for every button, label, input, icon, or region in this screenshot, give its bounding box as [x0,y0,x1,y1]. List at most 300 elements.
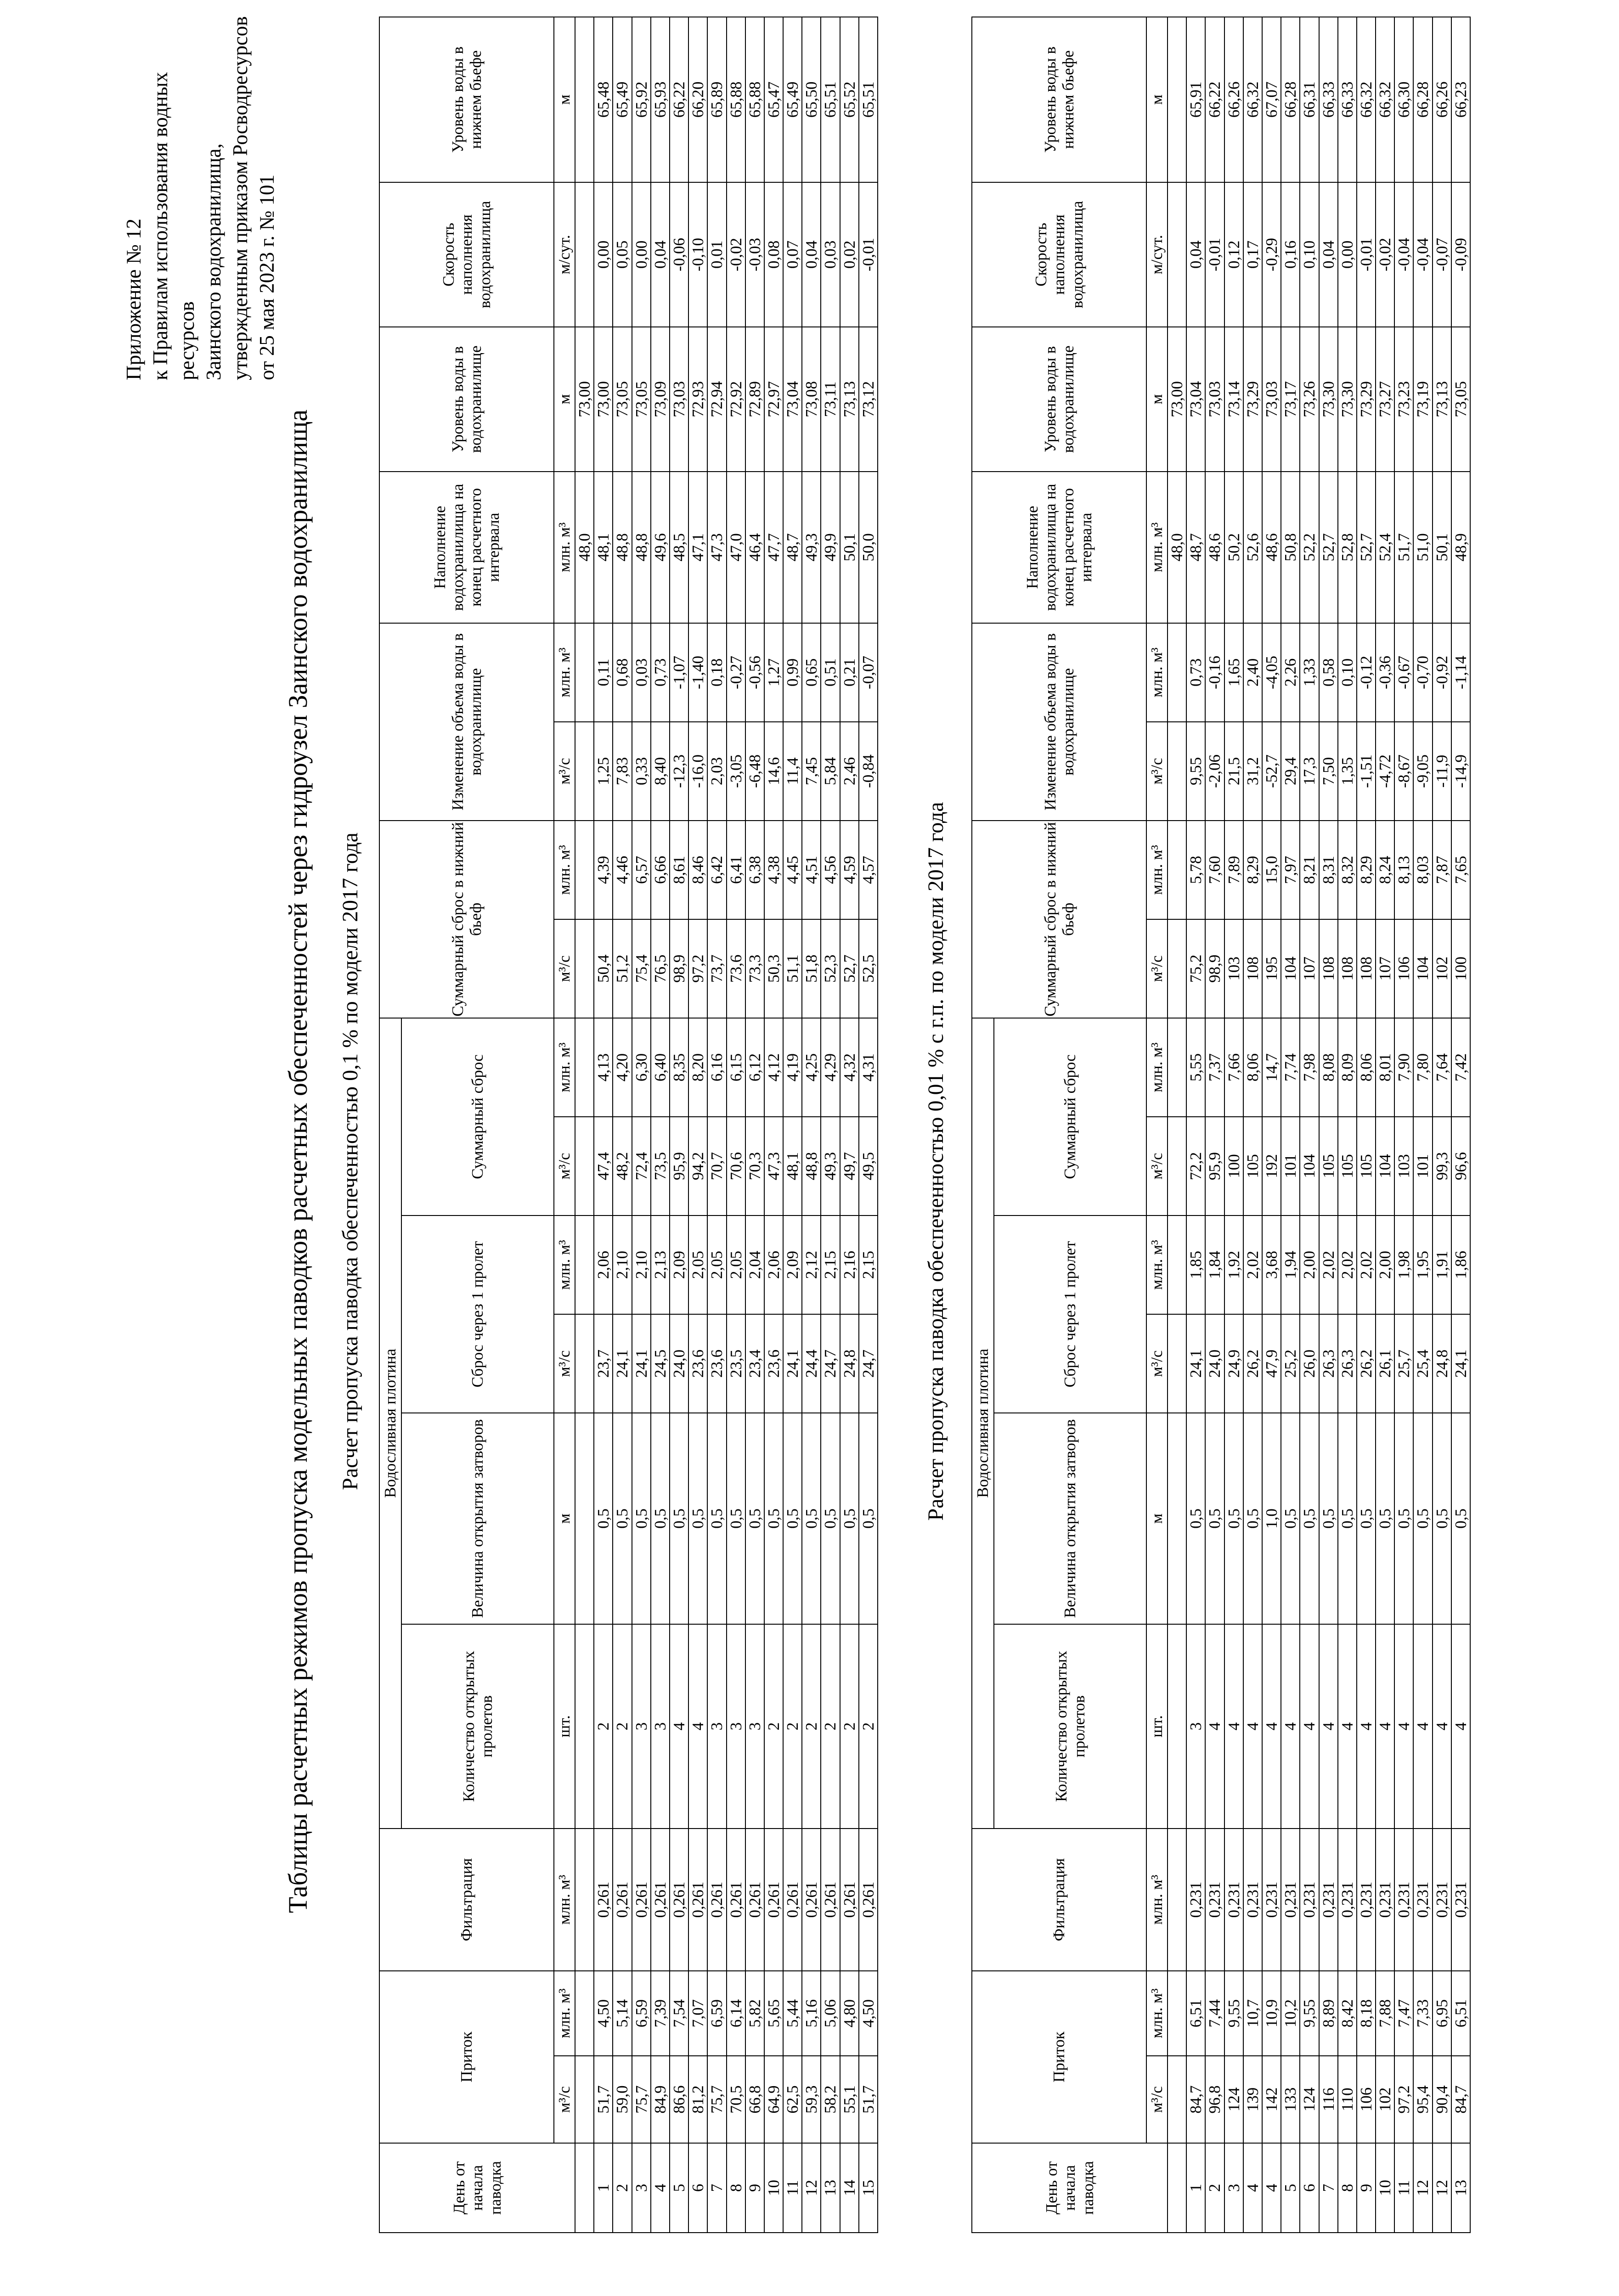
table-cell: 73,19 [1413,327,1432,472]
table-cell [1168,1314,1186,1413]
table-cell: 51,7 [1394,472,1413,623]
table-cell: 52,7 [1319,472,1338,623]
table-cell: 6,57 [632,821,651,919]
table-cell: 1,0 [1262,1413,1281,1624]
table-cell: 96,6 [1451,1117,1470,1216]
unit-cell: млн. м³ [554,821,575,919]
table-cell: -0,01 [1357,182,1376,327]
table-cell: 6,59 [632,1971,651,2056]
table-cell: -9,05 [1413,722,1432,821]
table-cell: 0,231 [1376,1829,1394,1971]
table-cell: 2 [764,1624,783,1829]
table-cell: 104 [1413,919,1432,1018]
table-row [1224,17,1243,2233]
table-cell: 1,92 [1224,1216,1243,1314]
table-cell: 47,9 [1262,1314,1281,1413]
table-cell: 142 [1262,2056,1281,2143]
table-row [859,17,878,2233]
table-cell: 6,30 [632,1018,651,1117]
table-cell: 0,5 [783,1413,802,1624]
volume-change-header: Изменение объема воды в водохранилище [379,623,554,821]
table-cell: 4,45 [783,821,802,919]
table-cell: 2,26 [1281,623,1300,722]
table-cell: 15,0 [1262,821,1281,919]
table-cell: 1,98 [1394,1216,1413,1314]
table-row [1338,17,1357,2233]
table-cell: 105 [1243,1117,1262,1216]
table-cell: 13 [1451,2143,1470,2233]
table-cell: 2,06 [764,1216,783,1314]
table-cell: -0,04 [1394,182,1413,327]
table-cell: 0,00 [632,182,651,327]
table-cell: 24,8 [1433,1314,1451,1413]
table-row [1300,17,1319,2233]
table-cell: 2,04 [745,1216,764,1314]
table-cell: 8,06 [1357,1018,1376,1117]
table-cell: 65,52 [840,17,859,182]
table-cell [1168,919,1186,1018]
table-cell: 24,0 [670,1314,688,1413]
table-cell: -52,7 [1262,722,1281,821]
table-cell: 65,92 [632,17,651,182]
table-cell: 8,24 [1376,821,1394,919]
table-cell: 7,87 [1433,821,1451,919]
table-cell: 10,7 [1243,1971,1262,2056]
table-cell: 4 [1413,1624,1432,1829]
table-cell: 24,1 [632,1314,651,1413]
table-cell: 7,80 [1413,1018,1432,1117]
unit-cell: м/сут. [1146,182,1168,327]
table-cell: 11 [1394,2143,1413,2233]
table-cell: 0,261 [632,1829,651,1971]
table-cell: 73,17 [1281,327,1300,472]
table-cell: 2 [594,1624,613,1829]
table-cell: -0,02 [727,182,745,327]
table-cell: 47,1 [688,472,707,623]
table-cell: -1,07 [670,623,688,722]
table-cell: 5,78 [1186,821,1205,919]
day-header: День от начала паводка [972,2143,1168,2233]
table-cell [1168,1117,1186,1216]
unit-cell: млн. м³ [554,1216,575,1314]
table-cell: 2,06 [594,1216,613,1314]
table-cell: 139 [1243,2056,1262,2143]
table-cell: 104 [1376,1117,1394,1216]
unit-cell: м/сут. [554,182,575,327]
table-cell: 0,5 [1281,1413,1300,1624]
table-cell: 14 [840,2143,859,2233]
table-row [707,17,726,2233]
table-cell: 66,32 [1357,17,1376,182]
table-cell: 98,9 [1205,919,1224,1018]
table-cell: 73,30 [1319,327,1338,472]
table-cell: 65,91 [1186,17,1205,182]
table-row [764,17,783,2233]
table-cell: 65,47 [764,17,783,182]
table-cell: 4,46 [613,821,632,919]
unit-cell: шт. [1146,1624,1168,1829]
table-cell: -1,51 [1357,722,1376,821]
table-row [651,17,670,2233]
table-cell: 24,8 [840,1314,859,1413]
table-cell: 105 [1319,1117,1338,1216]
table-row [1376,17,1394,2233]
table-cell: 1,84 [1205,1216,1224,1314]
table-cell: 11,4 [783,722,802,821]
table-cell: 8,06 [1243,1018,1262,1117]
table-cell: 73,05 [632,327,651,472]
table-cell: 0,5 [632,1413,651,1624]
table-cell: 7,44 [1205,1971,1224,2056]
table-cell: 6,42 [707,821,726,919]
table-cell: 4,20 [613,1018,632,1117]
table-cell: 65,88 [745,17,764,182]
table-cell: 7,90 [1394,1018,1413,1117]
table-cell: 66,20 [688,17,707,182]
table-cell: 4,13 [594,1018,613,1117]
table-cell: 73,03 [1262,327,1281,472]
table-cell: 6,51 [1451,1971,1470,2056]
table-cell: 7,45 [802,722,821,821]
table-cell: 0,11 [594,623,613,722]
table-cell: 0,99 [783,623,802,722]
table-cell: 31,2 [1243,722,1262,821]
table-cell: 3 [632,2143,651,2233]
table-cell: 5 [670,2143,688,2233]
table-cell: 4,50 [859,1971,878,2056]
table-cell: 98,9 [670,919,688,1018]
table-cell: 4 [1394,1624,1413,1829]
table-cell: 7,47 [1394,1971,1413,2056]
table-cell: 9,55 [1224,1971,1243,2056]
table-cell: 51,2 [613,919,632,1018]
table-cell: 59,3 [802,2056,821,2143]
table-cell: 1 [594,2143,613,2233]
unit-cell: м [1146,1413,1168,1624]
table-cell: 106 [1394,919,1413,1018]
table-cell: 48,2 [613,1117,632,1216]
table-cell: 4 [1357,1624,1376,1829]
table-cell: 48,9 [1451,472,1470,623]
table-cell: 0,261 [594,1829,613,1971]
table-cell: 65,48 [594,17,613,182]
table-cell: 4 [651,2143,670,2233]
table-cell: 2,46 [840,722,859,821]
table-cell: 0,51 [821,623,840,722]
unit-cell: млн. м³ [1146,623,1168,722]
table-row [1186,17,1205,2233]
table-cell: 72,93 [688,327,707,472]
table-cell: 0,5 [1413,1413,1432,1624]
table-cell: 73,14 [1224,327,1243,472]
table-cell: 26,2 [1243,1314,1262,1413]
table-cell: 8,01 [1376,1018,1394,1117]
table-cell: 0,5 [1376,1413,1394,1624]
table-cell: 81,2 [688,2056,707,2143]
unit-cell: м [554,17,575,182]
table-cell: 72,2 [1186,1117,1205,1216]
fill-end-header: Наполнение водохранилища на конец расчетного интервала [379,472,554,623]
table-cell: 9 [745,2143,764,2233]
spillway-header: Водосливная плотина [379,1018,401,1829]
table-cell: 23,6 [707,1314,726,1413]
table-cell: 24,9 [1224,1314,1243,1413]
appendix-line-1: Приложение № 12 [122,219,145,380]
unit-cell: млн. м³ [1146,1018,1168,1117]
table-cell: 47,3 [764,1117,783,1216]
table1-title: Расчет пропуска паводка обеспеченностью 0,1 % по модели 2017 года [338,833,362,1490]
table-cell: 4 [688,1624,707,1829]
table-cell: 47,7 [764,472,783,623]
table-cell: 0,5 [1394,1413,1413,1624]
table-row [1357,17,1376,2233]
table-cell: 75,7 [707,2056,726,2143]
table-cell: 6,14 [727,1971,745,2056]
total-discharge-header: Суммарный сброс [401,1018,554,1216]
table-cell [1168,1018,1186,1117]
table-cell: 4 [1224,1624,1243,1829]
table-cell [575,1624,594,1829]
table-cell [1168,182,1186,327]
table-cell: 73,09 [651,327,670,472]
table-cell: 0,01 [707,182,726,327]
table-cell: 0,58 [1319,623,1338,722]
table-cell: 6,40 [651,1018,670,1117]
table-cell: 75,4 [632,919,651,1018]
table-cell: 52,3 [821,919,840,1018]
table-cell: 52,5 [859,919,878,1018]
table-cell: 51,8 [802,919,821,1018]
table-cell: 0,231 [1281,1829,1300,1971]
table-cell: 0,261 [783,1829,802,1971]
table-cell: 0,261 [840,1829,859,1971]
table-cell: 0,231 [1224,1829,1243,1971]
table-cell: 0,5 [613,1413,632,1624]
table-cell: 23,6 [764,1314,783,1413]
table-cell [575,1018,594,1117]
table-cell: 2,00 [1300,1216,1319,1314]
table-cell: 73,03 [1205,327,1224,472]
table-cell: 0,00 [594,182,613,327]
table-cell: 8,46 [688,821,707,919]
table-cell: 52,8 [1338,472,1357,623]
table-cell: 1,65 [1224,623,1243,722]
table-cell: 0,17 [1243,182,1262,327]
table-cell: 0,03 [632,623,651,722]
table-cell: 8,21 [1300,821,1319,919]
table-cell: 4 [1300,1624,1319,1829]
table-cell [575,1971,594,2056]
table-cell: 0,5 [745,1413,764,1624]
table-cell: 52,6 [1243,472,1262,623]
table-cell: 0,231 [1451,1829,1470,1971]
table-cell: -1,40 [688,623,707,722]
table-cell: 4 [1376,1624,1394,1829]
table-cell: 5,84 [821,722,840,821]
table-cell: 0,261 [613,1829,632,1971]
table-cell: 73,5 [651,1117,670,1216]
tailwater-level-header: Уровень воды в нижнем бьефе [379,17,554,182]
table-cell: 47,3 [707,472,726,623]
table-cell: 50,3 [764,919,783,1018]
table-cell: 0,04 [1319,182,1338,327]
table-cell: 26,3 [1319,1314,1338,1413]
table-cell: 0,231 [1300,1829,1319,1971]
table-cell: 6,12 [745,1018,764,1117]
unit-cell: м³/с [554,1314,575,1413]
table-cell: 0,05 [613,182,632,327]
unit-cell: млн. м³ [1146,1971,1168,2056]
table-cell: 5,65 [764,1971,783,2056]
table-cell: 52,7 [1357,472,1376,623]
table-cell: 65,89 [707,17,726,182]
table-cell: 0,5 [727,1413,745,1624]
table-cell: -0,16 [1205,623,1224,722]
table-row [1433,17,1451,2233]
volume-change-header: Изменение объема воды в водохранилище [972,623,1146,821]
table-cell: 72,4 [632,1117,651,1216]
table-cell: 8,13 [1394,821,1413,919]
table-row [1394,17,1413,2233]
table-cell: 2,02 [1243,1216,1262,1314]
table-cell: 133 [1281,2056,1300,2143]
unit-cell: млн. м³ [554,472,575,623]
table-cell: 48,7 [783,472,802,623]
table-cell: 3 [707,1624,726,1829]
unit-cell: м [554,327,575,472]
table-cell: 100 [1451,919,1470,1018]
table-cell: 2,10 [613,1216,632,1314]
unit-cell: м [1146,327,1168,472]
table-cell: 49,5 [859,1117,878,1216]
table-cell: 50,1 [840,472,859,623]
unit-cell: м³/с [554,919,575,1018]
table-cell: 99,3 [1433,1117,1451,1216]
table-cell: 65,88 [727,17,745,182]
table-cell: -4,05 [1262,623,1281,722]
table-cell: 73,7 [707,919,726,1018]
table-cell: 64,9 [764,2056,783,2143]
table-cell: 8,32 [1338,821,1357,919]
day-header: День от начала паводка [379,2143,575,2233]
appendix-line-2: к Правилам использования водных ресурсов [149,72,198,380]
table-cell: 0,231 [1394,1829,1413,1971]
gate-opening-header: Величина открытия затворов [401,1413,554,1624]
table-cell: 4 [1262,1624,1281,1829]
table-cell: 0,231 [1338,1829,1357,1971]
table-cell: 5,16 [802,1971,821,2056]
unit-cell: м³/с [1146,1117,1168,1216]
table-cell: 0,5 [594,1413,613,1624]
table-cell: 76,5 [651,919,670,1018]
table-cell: 67,07 [1262,17,1281,182]
table-cell: 48,7 [1186,472,1205,623]
table-cell: 97,2 [1394,2056,1413,2143]
table-cell: -3,05 [727,722,745,821]
table-cell: 12 [1433,2143,1451,2233]
table-cell: 5,55 [1186,1018,1205,1117]
table-cell: 8,09 [1338,1018,1357,1117]
table-cell: -0,70 [1413,623,1432,722]
table-cell: 8,35 [670,1018,688,1117]
span-discharge-header: Сброс через 1 пролет [401,1216,554,1413]
table-cell: 7,33 [1413,1971,1432,2056]
table-cell: 90,4 [1433,2056,1451,2143]
table-cell: 2,02 [1357,1216,1376,1314]
table-cell: 66,28 [1281,17,1300,182]
table-row [594,17,613,2233]
table-cell: 66,8 [745,2056,764,2143]
table-cell: 4 [670,1624,688,1829]
table-cell: 6,51 [1186,1971,1205,2056]
table-cell: 0,5 [859,1413,878,1624]
table-cell: 4,12 [764,1018,783,1117]
table-cell: 5,06 [821,1971,840,2056]
table-cell: 0,04 [651,182,670,327]
table-cell: 12 [1413,2143,1432,2233]
table-cell: 0,261 [859,1829,878,1971]
table-cell: 24,1 [783,1314,802,1413]
appendix-line-5: от 25 мая 2023 г. № 101 [255,174,278,380]
table-cell: -0,10 [688,182,707,327]
table-cell: 2 [783,1624,802,1829]
table-cell: 26,1 [1376,1314,1394,1413]
table-cell: 8,40 [651,722,670,821]
table-cell: 50,8 [1281,472,1300,623]
table-row [1262,17,1281,2233]
table-cell: 24,5 [651,1314,670,1413]
table-cell [575,1829,594,1971]
table-cell: 6,59 [707,1971,726,2056]
table-cell: 0,02 [840,182,859,327]
table-cell: 59,0 [613,2056,632,2143]
table-cell: 48,6 [1205,472,1224,623]
table-cell: 8,29 [1357,821,1376,919]
table-cell: 49,6 [651,472,670,623]
table-cell: 2,03 [707,722,726,821]
table-cell: 65,49 [783,17,802,182]
table-cell: 70,3 [745,1117,764,1216]
table-cell: 65,51 [859,17,878,182]
table-cell: 8,31 [1319,821,1338,919]
table-cell: 8 [1338,2143,1357,2233]
table-cell: 104 [1281,919,1300,1018]
unit-cell: м³/с [554,1117,575,1216]
table-cell: -6,48 [745,722,764,821]
table-cell: 0,231 [1262,1829,1281,1971]
table-cell: 24,0 [1205,1314,1224,1413]
open-spans-header: Количество открытых пролетов [401,1624,554,1829]
table-cell: 0,231 [1413,1829,1432,1971]
table-cell: 107 [1376,919,1394,1018]
table-cell: -2,06 [1205,722,1224,821]
table-cell: 66,22 [1205,17,1224,182]
table-cell [1168,821,1186,919]
table-cell: 4,80 [840,1971,859,2056]
table-cell: 8 [727,2143,745,2233]
table-cell: 72,94 [707,327,726,472]
table-cell: 52,4 [1376,472,1394,623]
table-cell: -0,09 [1451,182,1470,327]
table-cell: 0,5 [1433,1413,1451,1624]
table-cell: 0,261 [670,1829,688,1971]
table-cell: 65,50 [802,17,821,182]
table-row [783,17,802,2233]
table1 [379,17,878,2233]
table-cell: 10 [764,2143,783,2233]
table-cell: -0,01 [859,182,878,327]
table-cell: 1,91 [1433,1216,1451,1314]
